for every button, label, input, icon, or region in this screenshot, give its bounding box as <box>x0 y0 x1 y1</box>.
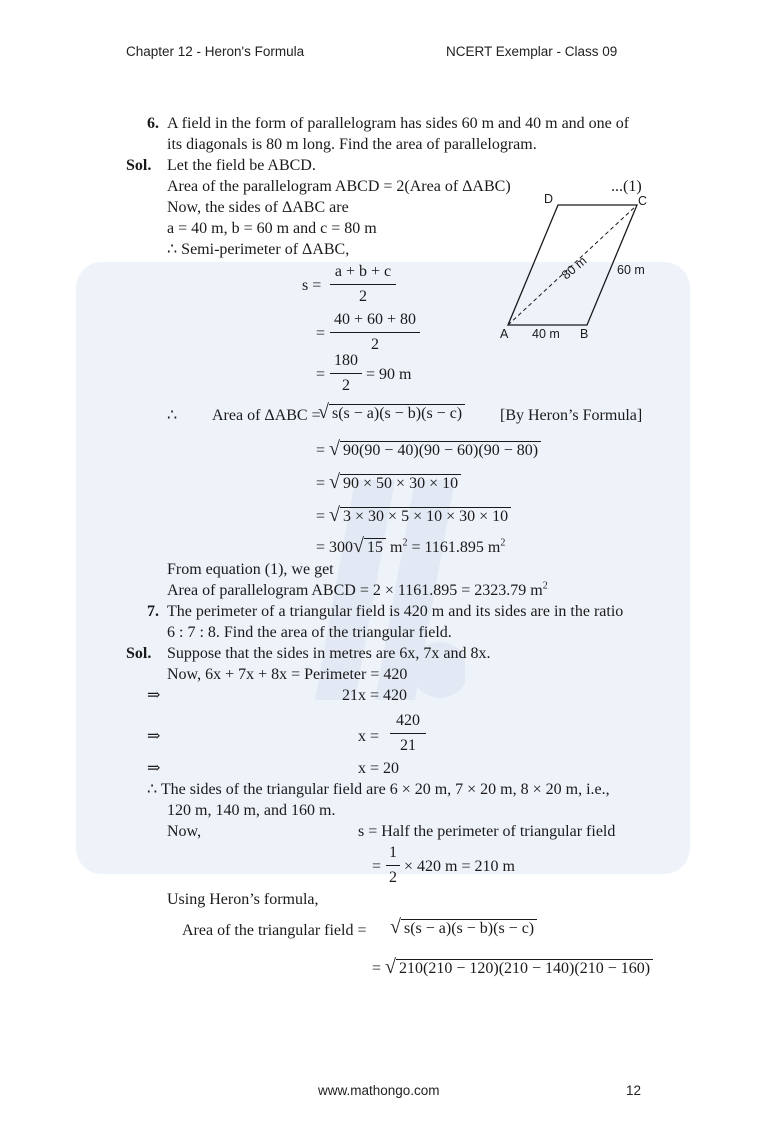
triangle-heron-formula: √ s(s − a)(s − b)(s − c) <box>390 918 537 938</box>
heron-formula: √ s(s − a)(s − b)(s − c) <box>318 403 465 423</box>
triangle-root-step-1: = √ 210(210 − 120)(210 − 140)(210 − 160) <box>372 958 653 978</box>
question-6-line1: A field in the form of parallelogram has sides 60 m and 40 m and one of <box>167 115 630 132</box>
sol6-line4: a = 40 m, b = 60 m and c = 80 m <box>167 220 377 237</box>
sol7-line5: Using Heron’s formula, <box>167 891 319 908</box>
s-equals: s = <box>302 277 322 294</box>
sol6-line5: ∴ Semi-perimeter of ΔABC, <box>167 241 350 258</box>
implies-1: ⇒ <box>147 687 161 704</box>
sol7-line3: ∴ The sides of the triangular field are 6 × 20 m, 7 × 20 m, 8 × 20 m, i.e., <box>147 781 610 798</box>
equals-half: = <box>372 858 382 875</box>
parallelogram-diagram <box>492 190 672 350</box>
question-6-line2: its diagonals is 80 m long. Find the area of parallelogram. <box>167 136 537 153</box>
equals-2: = <box>316 366 326 383</box>
heron-note: [By Heron’s Formula] <box>500 407 643 424</box>
question-7-number: 7. <box>147 603 159 620</box>
sol7-line1: Suppose that the sides in metres are 6x, 7x and 8x. <box>167 645 491 662</box>
fraction-abc: a + b + c 2 <box>330 263 396 306</box>
sol7-line2: Now, 6x + 7x + 8x = Perimeter = 420 <box>167 666 408 683</box>
half-perimeter-result: × 420 m = 210 m <box>404 858 515 875</box>
sol6-eqref: ...(1) <box>611 178 642 195</box>
question-6-number: 6. <box>147 115 159 132</box>
implies-3: ⇒ <box>147 760 161 777</box>
header-book-title: NCERT Exemplar - Class 09 <box>446 44 618 59</box>
side-label: 60 m <box>617 263 645 277</box>
vertex-b: B <box>580 327 589 341</box>
header-chapter-title: Chapter 12 - Heron's Formula <box>126 44 305 59</box>
therefore-symbol: ∴ <box>167 407 178 424</box>
equation-21x: 21x = 420 <box>342 687 408 704</box>
footer-page-number: 12 <box>626 1083 642 1098</box>
fraction-420-21: 420 21 <box>390 712 426 755</box>
footer-site: www.mathongo.com <box>318 1083 440 1098</box>
sol6-line1: Let the field be ABCD. <box>167 157 316 174</box>
area-abc-lhs: Area of ΔABC = <box>212 407 321 424</box>
question-7-line1: The perimeter of a triangular field is 420 m and its sides are in the ratio <box>167 603 624 620</box>
root-step-2: = √ 90 × 50 × 30 × 10 <box>316 473 461 493</box>
solution-7-label: Sol. <box>126 645 152 662</box>
solution-6-label: Sol. <box>126 157 152 174</box>
sol7-line4: 120 m, 140 m, and 160 m. <box>167 802 336 819</box>
triangle-area-lhs: Area of the triangular field = <box>182 922 367 939</box>
vertex-c: C <box>638 194 648 208</box>
equals-1: = <box>316 325 326 342</box>
semi-perimeter-result: = 90 m <box>366 366 412 383</box>
sol6-line6: From equation (1), we get <box>167 561 334 578</box>
x-equals: x = <box>358 728 380 745</box>
question-7-line2: 6 : 7 : 8. Find the area of the triangular field. <box>167 624 452 641</box>
vertex-a: A <box>500 327 509 341</box>
fraction-180: 180 2 <box>330 352 362 395</box>
fraction-half: 1 2 <box>386 844 400 887</box>
fraction-sum: 40 + 60 + 80 2 <box>330 311 420 354</box>
diagonal-label: 80 m <box>559 253 590 283</box>
sol6-line3: Now, the sides of ΔABC are <box>167 199 349 216</box>
sol7-s-line: s = Half the perimeter of triangular field <box>358 823 616 840</box>
root-step-4: = 300√ 15 $m^2 = 1161.895$ $m^2$ <box>316 535 506 557</box>
base-label: 40 m <box>532 327 560 341</box>
root-step-3: = √ 3 × 30 × 5 × 10 × 30 × 10 <box>316 506 511 526</box>
sol6-line7: Area of parallelogram ABCD = 2 × 1161.895 = 2323.79 $m^2$ <box>167 580 548 599</box>
x-result: x = 20 <box>358 760 400 777</box>
sol7-now: Now, <box>167 823 202 840</box>
vertex-d: D <box>544 192 554 206</box>
sol6-line2: Area of the parallelogram ABCD = 2(Area of ΔABC) <box>167 178 511 195</box>
implies-2: ⇒ <box>147 728 161 745</box>
root-step-1: = √ 90(90 − 40)(90 − 60)(90 − 80) <box>316 440 541 460</box>
